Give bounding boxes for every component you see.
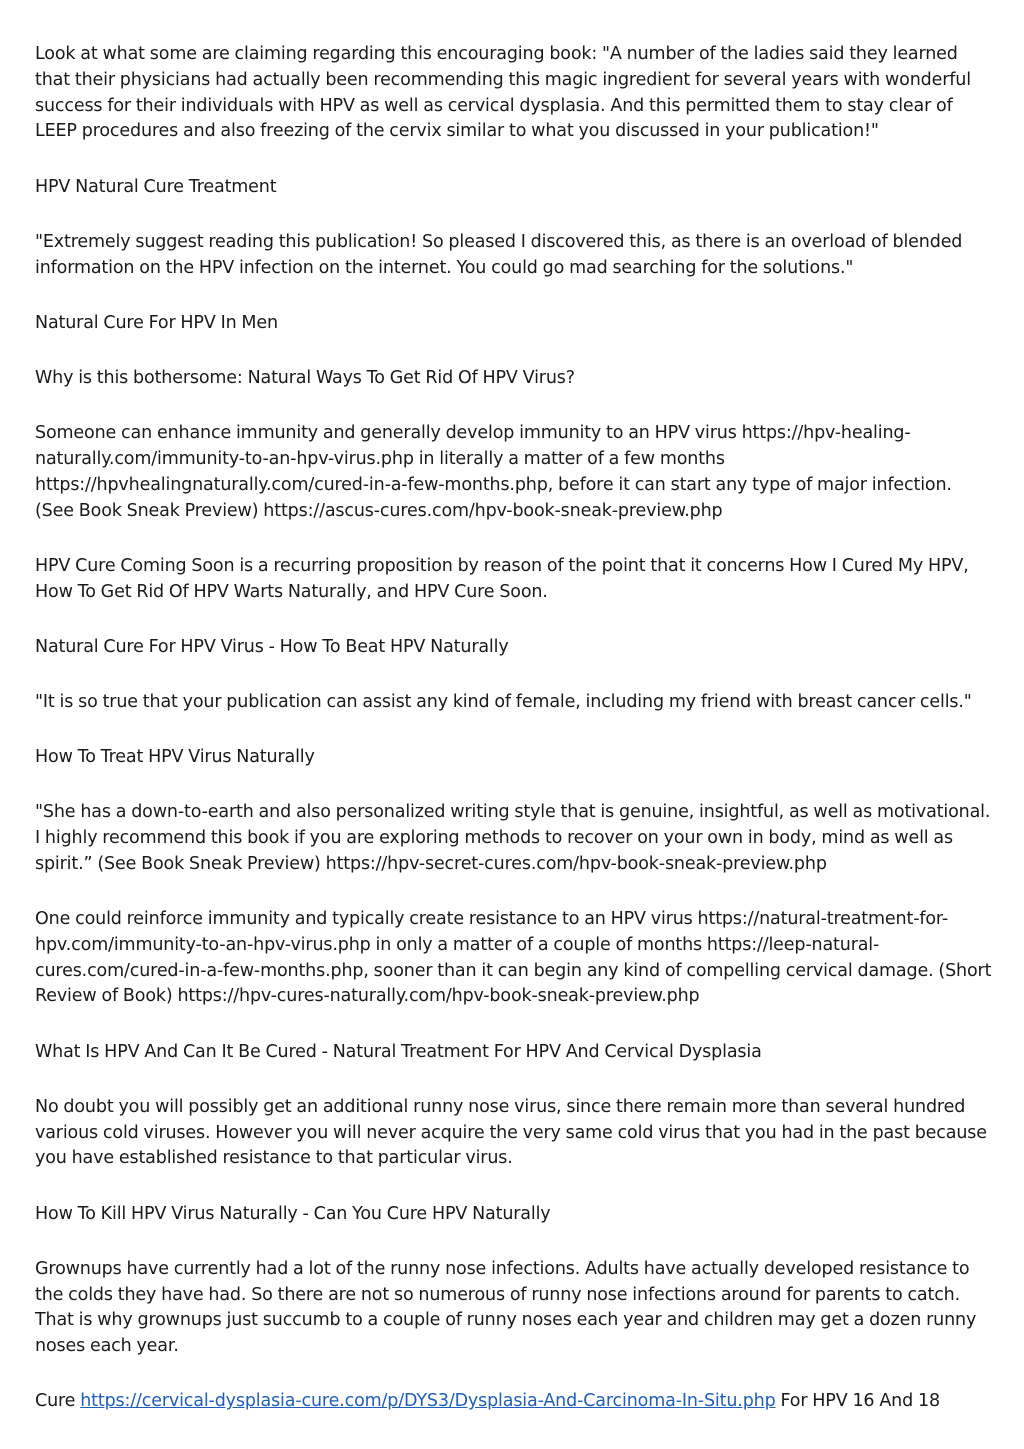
testimonial-paragraph: "Extremely suggest reading this publication! So pleased I discovered this, as there is an overload of blended information on the HPV infection on the internet. You could go mad searching for the solutions." <box>35 231 963 278</box>
heading-treat-hpv-naturally: How To Treat HPV Virus Naturally <box>35 747 315 768</box>
heading-beat-hpv-naturally: Natural Cure For HPV Virus - How To Beat HPV Naturally <box>35 636 509 657</box>
proposition-paragraph: HPV Cure Coming Soon is a recurring proposition by reason of the point that it concerns How I Cured My HPV, How To Get Rid Of HPV Warts Naturally, and HPV Cure Soon. <box>35 555 969 602</box>
heading-what-is-hpv: What Is HPV And Can It Be Cured - Natural Treatment For HPV And Cervical Dysplasia <box>35 1041 762 1062</box>
final-line-prefix: Cure <box>35 1391 81 1412</box>
heading-natural-cure-men: Natural Cure For HPV In Men <box>35 312 278 333</box>
breast-cancer-quote: "It is so true that your publication can assist any kind of female, including my friend with breast cancer cells." <box>35 691 972 712</box>
final-line <box>35 1389 995 1415</box>
document-page <box>35 42 995 1415</box>
question-paragraph: Why is this bothersome: Natural Ways To Get Rid Of HPV Virus? <box>35 367 575 388</box>
heading-kill-hpv-naturally: How To Kill HPV Virus Naturally - Can You Cure HPV Naturally <box>35 1203 551 1224</box>
grownups-paragraph: Grownups have currently had a lot of the runny nose infections. Adults have actually developed resistance to the colds they have had. So there are not so numerous of runny nose infections around for parents to catch. That is why grownups just succumb to a couple of runny noses each year and children may get a dozen runny noses each year. <box>35 1258 977 1357</box>
dysplasia-cure-link[interactable]: https://cervical-dysplasia-cure.com/p/DYS3/Dysplasia-And-Carcinoma-In-Situ.php <box>80 1391 776 1412</box>
resistance-paragraph: One could reinforce immunity and typically create resistance to an HPV virus https://natural-treatment-for-hpv.com/immunity-to-an-hpv-virus.php in only a matter of a couple of months https://leep-natural-cures.com/cured-in-a-few-months.php, sooner than it can begin any kind of compelling cervical damage. (Short Review of Book) https://hpv-cures-naturally.com/hpv-book-sneak-preview.php <box>35 909 992 1007</box>
immunity-paragraph: Someone can enhance immunity and generally develop immunity to an HPV virus https://hpv-healing-naturally.com/immunity-to-an-hpv-virus.php in literally a matter of a few months https://hpvhealingnaturally.com/cured-in-a-few-months.php, before it can start any type of major infection. (See Book Sneak Preview) https://ascus-cures.com/hpv-book-sneak-preview.php <box>35 423 952 521</box>
intro-quote-paragraph: Look at what some are claiming regarding this encouraging book: "A number of the ladies said they learned that their physicians had actually been recommending this magic ingredient for several years with wonderful success for their individuals with HPV as well as cervical dysplasia. And this permitted them to stay clear of LEEP procedures and also freezing of the cervix similar to what you discussed in your publication!" <box>35 44 971 142</box>
cold-virus-paragraph: No doubt you will possibly get an additional runny nose virus, since there remain more than several hundred various cold viruses. However you will never acquire the very same cold virus that you had in the past because you have established resistance to that particular virus. <box>35 1096 987 1169</box>
writing-style-quote: "She has a down-to-earth and also personalized writing style that is genuine, insightful, as well as motivational. I highly recommend this book if you are exploring methods to recover on your own in body, mind as well as spirit.” (See Book Sneak Preview) https://hpv-secret-cures.com/hpv-book-sneak-preview.php <box>35 802 991 874</box>
final-line-suffix: For HPV 16 And 18 <box>775 1391 940 1412</box>
heading-hpv-natural-cure-treatment: HPV Natural Cure Treatment <box>35 176 277 197</box>
